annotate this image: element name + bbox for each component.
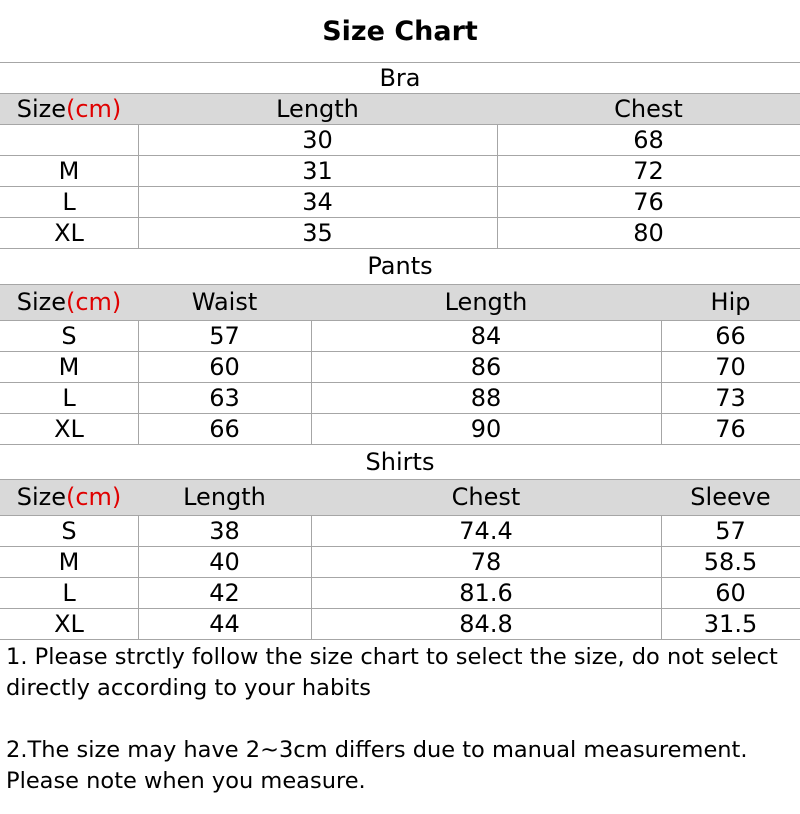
value-cell: 80 [633, 218, 664, 247]
grid-line [0, 155, 800, 156]
section-title: Pants [367, 252, 433, 280]
grid-line [661, 515, 662, 639]
value-cell: 44 [209, 609, 240, 638]
table-header-bra [0, 93, 800, 124]
grid-line [0, 444, 800, 445]
table-row [0, 515, 800, 546]
value-cell: 70 [715, 352, 746, 381]
value-cell: 88 [470, 383, 502, 412]
grid-line [497, 124, 498, 248]
grid-line [138, 515, 139, 639]
value-cell: 73 [715, 383, 746, 412]
page-title: Size Chart [322, 15, 478, 47]
value-cell: 66 [209, 414, 240, 443]
column-header: Sleeve [690, 483, 771, 511]
value-cell: 66 [715, 321, 746, 350]
table-header-pants [0, 284, 800, 320]
grid-line [0, 515, 800, 516]
table-row [0, 124, 800, 155]
section-label-bra [0, 62, 800, 93]
size-cell: L [62, 383, 76, 412]
table-row [0, 608, 800, 639]
table-row [0, 413, 800, 444]
column-header: Length [276, 94, 359, 123]
section-label-pants [0, 248, 800, 284]
size-cell: S [61, 516, 77, 545]
grid-line [0, 284, 800, 285]
value-cell: 84.8 [459, 609, 513, 638]
size-cell: L [62, 187, 76, 216]
value-cell: 31 [302, 156, 333, 185]
grid-line [0, 639, 800, 640]
value-cell: 86 [470, 352, 502, 381]
value-cell: 63 [209, 383, 240, 412]
grid-line [0, 382, 800, 383]
column-header: Length [183, 483, 266, 511]
value-cell: 68 [633, 125, 664, 154]
value-cell: 81.6 [459, 578, 513, 607]
value-cell: 84 [470, 321, 502, 350]
grid-line [0, 577, 800, 578]
column-header: Chest [614, 94, 683, 123]
value-cell: 72 [633, 156, 664, 185]
value-cell: 58.5 [703, 547, 758, 576]
size-cell: L [62, 578, 76, 607]
table-row [0, 155, 800, 186]
grid-line [138, 124, 139, 248]
value-cell: 57 [715, 516, 746, 545]
value-cell: 30 [302, 125, 333, 154]
size-column-header: Size (cm) [16, 288, 122, 316]
size-cell: M [58, 547, 80, 576]
size-cell: XL [54, 218, 84, 247]
size-cell: M [58, 156, 80, 185]
note-2: 2.The size may have 2~3cm differs due to manual measurement. Please note when you measure. [6, 737, 748, 794]
grid-line [0, 186, 800, 187]
section-title: Bra [379, 63, 421, 92]
size-cell [0, 124, 138, 155]
section-title: Shirts [365, 447, 435, 476]
value-cell: 31.5 [703, 609, 758, 638]
size-cell: M [58, 352, 80, 381]
value-cell: 38 [209, 516, 240, 545]
column-header: Waist [191, 288, 258, 316]
column-header: Length [444, 288, 528, 316]
section-label-shirts [0, 444, 800, 479]
table-row [0, 320, 800, 351]
size-cell: XL [54, 609, 84, 638]
grid-line [0, 124, 800, 125]
grid-line [0, 93, 800, 94]
value-cell: 76 [715, 414, 746, 443]
value-cell: 60 [209, 352, 240, 381]
table-row [0, 577, 800, 608]
value-cell: 57 [209, 321, 240, 350]
notes-section [6, 642, 796, 797]
grid-line [0, 608, 800, 609]
grid-line [311, 515, 312, 639]
table-row [0, 382, 800, 413]
grid-line [0, 413, 800, 414]
grid-line [311, 320, 312, 444]
value-cell: 40 [209, 547, 240, 576]
note-1: 1. Please strctly follow the size chart to select the size, do not select directly according to your habits [6, 644, 778, 701]
grid-line [0, 62, 800, 63]
grid-line [0, 217, 800, 218]
size-cell: XL [54, 414, 84, 443]
table-row [0, 546, 800, 577]
value-cell: 74.4 [459, 516, 513, 545]
value-cell: 90 [470, 414, 502, 443]
table-row [0, 186, 800, 217]
grid-line [661, 320, 662, 444]
grid-line [0, 479, 800, 480]
grid-line [0, 351, 800, 352]
size-column-header: Size (cm) [16, 483, 122, 511]
grid-line [0, 248, 800, 249]
table-row [0, 217, 800, 248]
grid-line [0, 320, 800, 321]
value-cell: 42 [209, 578, 240, 607]
grid-line [138, 320, 139, 444]
value-cell: 78 [470, 547, 502, 576]
column-header: Hip [710, 288, 751, 316]
value-cell: 60 [715, 578, 746, 607]
size-cell: S [61, 321, 77, 350]
size-column-header: Size (cm) [16, 94, 122, 123]
value-cell: 76 [633, 187, 664, 216]
value-cell: 35 [302, 218, 333, 247]
table-row [0, 351, 800, 382]
column-header: Chest [451, 483, 521, 511]
value-cell: 34 [302, 187, 333, 216]
table-header-shirts [0, 479, 800, 515]
grid-line [0, 546, 800, 547]
